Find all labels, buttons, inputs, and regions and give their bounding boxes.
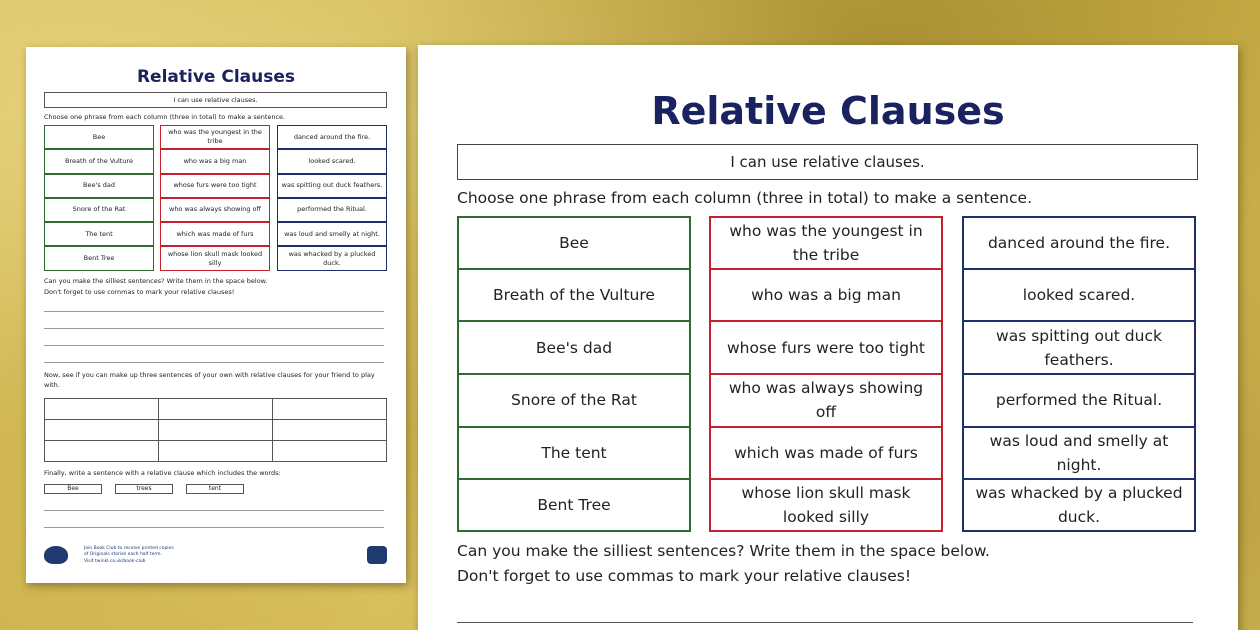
phrase-cell: which was made of furs bbox=[709, 427, 943, 480]
phrase-cell: looked scared. bbox=[962, 269, 1196, 322]
thumb-column-3 bbox=[277, 125, 387, 271]
thumb-column-2 bbox=[160, 125, 270, 271]
page-title: Relative Clauses bbox=[651, 89, 1005, 133]
phrase-cell: was loud and smelly at night. bbox=[962, 427, 1196, 480]
thumb-question-1: Can you make the silliest sentences? Write them in the space below. bbox=[44, 277, 268, 285]
phrase-cell: who was always showing off bbox=[709, 374, 943, 427]
thumb-write-line bbox=[44, 345, 384, 346]
phrase-cell: was whacked by a plucked duck. bbox=[962, 479, 1196, 532]
thumb-column-1 bbox=[44, 125, 154, 271]
phrase-cell: was spitting out duck feathers. bbox=[962, 321, 1196, 374]
thumb-question-4: Finally, write a sentence with a relative clause which includes the words: bbox=[44, 469, 281, 477]
phrase-cell: whose lion skull mask looked silly bbox=[709, 479, 943, 532]
thumb-cell: who was the youngest in the tribe bbox=[160, 125, 270, 149]
phrase-cell: Bee bbox=[457, 216, 691, 269]
twinkl-badge-icon bbox=[367, 546, 387, 564]
thumb-cell: Breath of the Vulture bbox=[44, 149, 154, 173]
thumb-instruction: Choose one phrase from each column (three in total) to make a sentence. bbox=[44, 113, 286, 121]
phrase-column-1 bbox=[457, 216, 691, 532]
question-2: Don't forget to use commas to mark your relative clauses! bbox=[457, 567, 912, 585]
phrase-cell: Snore of the Rat bbox=[457, 374, 691, 427]
thumb-cell: Bee bbox=[44, 125, 154, 149]
worksheet-thumbnail[interactable] bbox=[26, 47, 406, 583]
thumb-question-3: Now, see if you can make up three sentences of your own with relative clauses for your friend to play with. bbox=[44, 371, 375, 390]
thumb-write-line bbox=[44, 510, 384, 511]
instruction-text: Choose one phrase from each column (three in total) to make a sentence. bbox=[457, 189, 1032, 207]
thumb-cell: whose lion skull mask looked silly bbox=[160, 246, 270, 270]
thumb-cell: whose furs were too tight bbox=[160, 174, 270, 198]
thumb-sentence-table bbox=[44, 398, 387, 462]
thumb-question-2: Don't forget to use commas to mark your relative clauses! bbox=[44, 288, 235, 296]
thumb-word-box: Bee bbox=[44, 484, 102, 494]
phrase-cell: performed the Ritual. bbox=[962, 374, 1196, 427]
thumb-title: Relative Clauses bbox=[136, 67, 296, 87]
thumb-cell: performed the Ritual. bbox=[277, 198, 387, 222]
phrase-cell: danced around the fire. bbox=[962, 216, 1196, 269]
thumb-write-line bbox=[44, 527, 384, 528]
twinkl-logo-icon bbox=[44, 546, 68, 564]
thumb-goal-box: I can use relative clauses. bbox=[44, 92, 387, 108]
thumb-write-line bbox=[44, 328, 384, 329]
phrase-cell: Bent Tree bbox=[457, 479, 691, 532]
thumb-cell: Snore of the Rat bbox=[44, 198, 154, 222]
thumb-cell: who was always showing off bbox=[160, 198, 270, 222]
thumb-footer-text: Join Book Club to receive printed copies of Originals stories each half term. Visit twinkl.co.uk/book-club bbox=[84, 546, 174, 564]
thumb-cell: who was a big man bbox=[160, 149, 270, 173]
thumb-write-line bbox=[44, 362, 384, 363]
phrase-cell: Bee's dad bbox=[457, 321, 691, 374]
thumb-cell: Bee's dad bbox=[44, 174, 154, 198]
thumb-cell: looked scared. bbox=[277, 149, 387, 173]
thumb-cell: was loud and smelly at night. bbox=[277, 222, 387, 246]
thumb-cell: The tent bbox=[44, 222, 154, 246]
phrase-cell: who was a big man bbox=[709, 269, 943, 322]
phrase-column-3 bbox=[962, 216, 1196, 532]
thumb-word-box: trees bbox=[115, 484, 173, 494]
phrase-cell: Breath of the Vulture bbox=[457, 269, 691, 322]
thumb-cell: danced around the fire. bbox=[277, 125, 387, 149]
goal-box: I can use relative clauses. bbox=[457, 144, 1198, 180]
thumb-cell: Bent Tree bbox=[44, 246, 154, 270]
thumb-footer bbox=[44, 544, 387, 570]
thumb-cell: was spitting out duck feathers. bbox=[277, 174, 387, 198]
question-1: Can you make the silliest sentences? Write them in the space below. bbox=[457, 542, 990, 560]
phrase-cell: whose furs were too tight bbox=[709, 321, 943, 374]
phrase-cell: The tent bbox=[457, 427, 691, 480]
thumb-word-box: tent bbox=[186, 484, 244, 494]
thumb-cell: which was made of furs bbox=[160, 222, 270, 246]
worksheet-page bbox=[418, 45, 1238, 630]
thumb-write-line bbox=[44, 311, 384, 312]
write-line bbox=[457, 622, 1193, 623]
phrase-column-2 bbox=[709, 216, 943, 532]
thumb-cell: was whacked by a plucked duck. bbox=[277, 246, 387, 270]
phrase-cell: who was the youngest in the tribe bbox=[709, 216, 943, 269]
